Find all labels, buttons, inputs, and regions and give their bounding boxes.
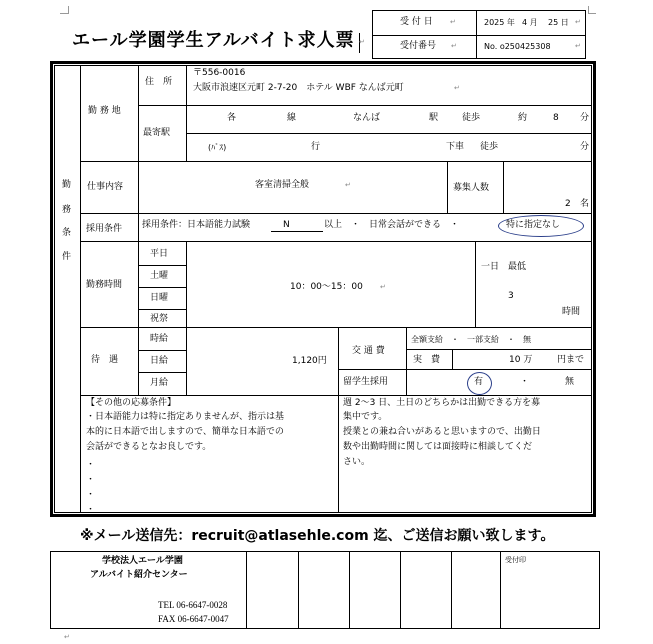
center-name: アルバイト紹介センター: [90, 570, 188, 580]
transport-options: 全額支給 ・ 一部支給 ・ 無: [411, 335, 531, 344]
job-value: 客室清掃全般: [255, 180, 310, 190]
station-label: 最寄駅: [143, 128, 171, 138]
other-line: 本的に日本語で出しますので、簡単な日本語での: [86, 427, 284, 437]
page-title: エール学園学生アルバイト求人票: [72, 30, 355, 51]
other-line: ・日本語能力は特に指定ありませんが、指示は基: [86, 412, 285, 422]
receipt-date-label: 受 付 日: [400, 17, 433, 27]
other-line: ・: [86, 460, 96, 470]
receipt-day: 25 日: [548, 18, 569, 27]
line-prefix: 各: [227, 113, 237, 123]
walk-label: 徒歩: [462, 113, 481, 123]
walk-minutes: 8: [553, 113, 559, 123]
walk2-label: 徒歩: [480, 142, 499, 152]
day-weekday: 平日: [150, 249, 169, 259]
bus-dest: 行: [311, 142, 321, 152]
receipt-number: No. o250425308: [484, 42, 551, 51]
other-line: 会話ができるとなお良しです。: [86, 442, 212, 452]
hiring-circled-option: 特に指定なし: [506, 220, 561, 230]
hiring-mid: 以上 ・ 日常会話ができる ・: [324, 220, 460, 230]
hiring-label: 採用条件: [86, 224, 123, 234]
other-right-line: 授業との兼ね合いがあると思いますので、出勤日: [343, 427, 541, 437]
school-name: 学校法人エール学園: [102, 556, 183, 566]
other-header: 【その他の応募条件】: [86, 398, 177, 408]
other-line: ・: [86, 505, 96, 515]
fax: FAX 06-6647-0047: [158, 614, 229, 624]
pay-monthly: 月給: [150, 378, 169, 388]
min-hours: 3: [508, 291, 514, 301]
day-saturday: 土曜: [150, 271, 169, 281]
seal-label: 受付印: [505, 556, 526, 564]
other-right-line: さい。: [343, 457, 371, 467]
pay-label: 待 遇: [91, 355, 119, 365]
email-notice: ※メール送信先：recruit@atlasehle.com 迄、ご送信お願い致します。: [80, 528, 555, 544]
hiring-level: N: [283, 220, 290, 230]
transport-label: 交 通 費: [352, 346, 385, 356]
other-right-line: 週 2～3 日、土日のどちらかは出勤できる方を募: [343, 398, 541, 408]
address-value: 大阪市浪速区元町 2-7-20 ホテル WBF なんば元町: [193, 83, 404, 93]
job-label: 仕事内容: [87, 182, 124, 192]
walk-approx: 約: [518, 113, 528, 123]
postal-code: 〒556-0016: [193, 68, 246, 78]
day-sunday: 日曜: [150, 293, 169, 303]
receipt-number-label: 受付番号: [400, 41, 437, 51]
getoff-label: 下車: [446, 142, 465, 152]
other-line: ・: [86, 475, 96, 485]
level-underline: [271, 231, 323, 232]
tel: TEL 06-6647-0028: [158, 600, 228, 610]
other-right-line: 集中です。: [343, 412, 388, 422]
hiring-prefix: 採用条件：日本語能力試験: [142, 220, 251, 230]
receipt-year: 2025 年: [484, 18, 515, 27]
intl-student-label: 留学生採用: [343, 377, 389, 387]
location-section-label: 勤 務 地: [88, 106, 121, 116]
station-name: なんば: [353, 113, 381, 123]
other-right-line: 数や出勤時間に関しては面接時に相談してくだ: [343, 442, 533, 452]
daily-wage: 1,120円: [292, 356, 327, 366]
address-label: 住 所: [145, 77, 173, 87]
pay-hourly: 時給: [150, 334, 169, 344]
other-line: ・: [86, 490, 96, 500]
headcount-unit: 名: [580, 199, 590, 209]
hours-unit: 時間: [562, 307, 581, 317]
page: エール学園学生アルバイト求人票 受 付 日 2025 年 4 月 25 日 受付番号 No. o250425308 勤 務 条 件 勤 務 地 住 所 〒556-0016 大阪市浪速区元町 2-7-20 ホテル WBF なんば元町 最寄駅 各 線 なんば 駅 徒歩 約 8 分 (ﾊﾞｽ) 行 下車 徒歩 分 仕事内容 客室清掃全般 募集人数 2 名 採用条件 採用条件：日本語能力試験 N 以上 ・ 日常会話ができる ・ 特に指定なし 勤務時間 平日 土曜 日曜 祝祭 10：00～15：00 一日 最低 3 時間 待 遇 時給 日給 月給 1,120円 交 通 費 全額支給 ・ 一部支給 ・ 無 実 費 10 万 円まで 留学生採用 有 ・ 無 【その他の応募条件】 ・日本語能力は特に指定ありませんが、指示は基 本的に日本語で出しますので、簡単な日本語での 会話ができるとなお良しです。 ・ ・ ・ ・ 週 2～3 日、土日のどちらかは出勤できる方を募 集中です。 授業との兼ね合いがあると思いますので、出勤日 数や出勤時間に関しては面接時に相談してくだ さい。 ※メール送信先：recruit@atlasehle.com 迄、ご送信お願い致します。 学校法人エール学園 アルバイト紹介センター TEL 06-6647-0028 FAX 06-6647-0047 受付印 ↵ ↵ ↵ ↵ ↵ ↵ ↵ ↵ ↵: [0, 0, 653, 644]
intl-no: 無: [565, 377, 575, 387]
actual-suffix: 円まで: [557, 355, 585, 365]
work-time: 10：00～15：00: [290, 282, 363, 292]
minutes-unit-2: 分: [580, 142, 590, 152]
pay-daily: 日給: [150, 356, 169, 366]
intl-dot: ・: [520, 377, 530, 387]
headcount-value: 2: [565, 199, 571, 209]
per-day-label: 一日 最低: [481, 262, 527, 272]
minutes-unit: 分: [580, 113, 590, 123]
bus-label: (ﾊﾞｽ): [208, 143, 227, 152]
line-label: 線: [287, 113, 297, 123]
headcount-label: 募集人数: [453, 183, 490, 193]
station-suffix: 駅: [429, 113, 439, 123]
actual-cost-label: 実 費: [413, 355, 441, 365]
actual-amount: 10 万: [509, 355, 533, 365]
day-holiday: 祝祭: [150, 314, 169, 324]
hours-label: 勤務時間: [86, 280, 123, 290]
intl-yes: 有: [474, 377, 484, 387]
receipt-month: 4 月: [522, 18, 538, 27]
